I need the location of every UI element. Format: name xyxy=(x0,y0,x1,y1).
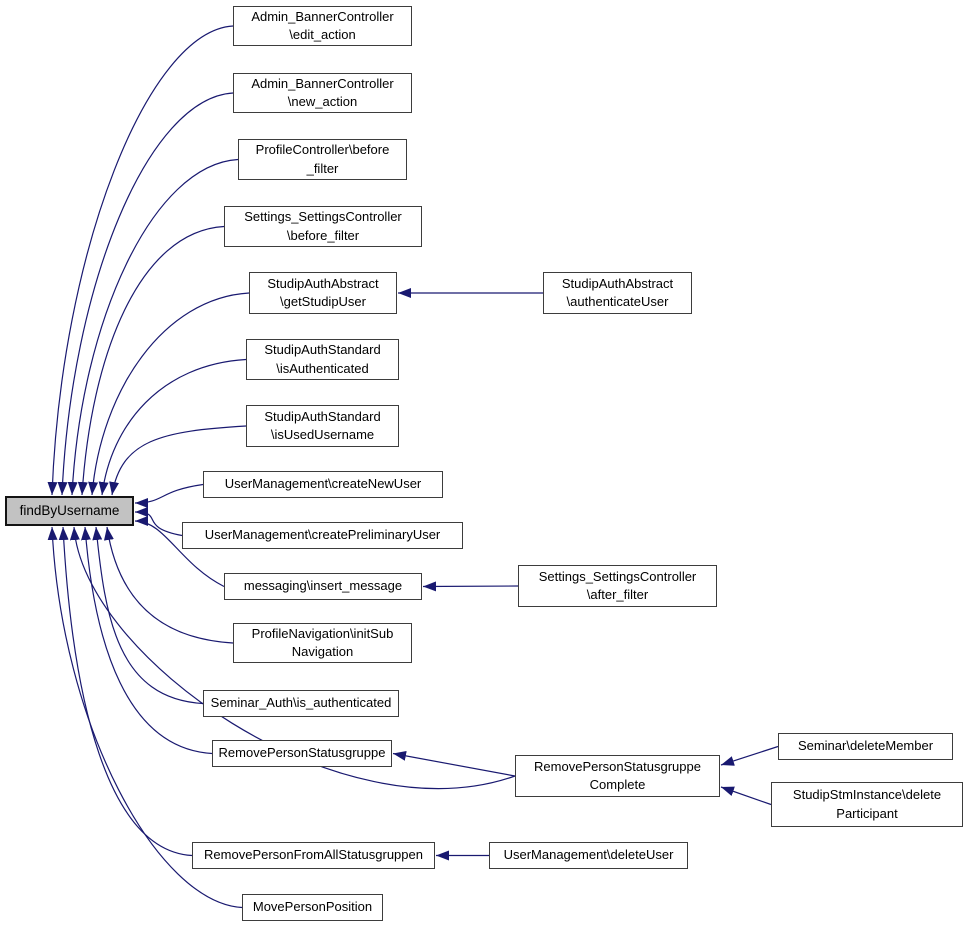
graph-node-removepersonstatusgruppe[interactable] xyxy=(212,740,392,767)
graph-node-authenticateuser[interactable] xyxy=(543,272,692,314)
graph-node-after-filter[interactable] xyxy=(518,565,717,607)
node-label-line: \edit_action xyxy=(289,27,356,42)
node-label-line: \isAuthenticated xyxy=(276,360,369,376)
node-label-line: RemovePersonStatusgruppe xyxy=(218,745,386,761)
graph-node-initsubnavigation[interactable] xyxy=(233,623,412,663)
node-label-line: \after_filter xyxy=(586,587,649,602)
node-label-line: \getStudipUser xyxy=(280,294,366,309)
node-label-line: RemovePersonFromAllStatusgruppen xyxy=(204,847,423,863)
graph-node-findbyusername[interactable] xyxy=(5,496,134,526)
node-label-line: RemovePersonStatusgruppe xyxy=(534,758,701,774)
node-label-line: \new_action xyxy=(287,94,358,109)
graph-node-createpreliminaryuser[interactable] xyxy=(182,522,463,549)
node-label-line: UserManagement\createNewUser xyxy=(224,476,422,492)
graph-node-seminar-auth-is-authenticated[interactable] xyxy=(203,690,399,717)
graph-node-isauthenticated[interactable] xyxy=(246,339,399,380)
node-label-line: StudipAuthStandard xyxy=(264,342,381,358)
node-label-line: Participant xyxy=(836,805,898,821)
node-label-line: UserManagement\deleteUser xyxy=(503,847,674,863)
graph-node-isusedusername[interactable] xyxy=(246,405,399,447)
node-label-line: StudipAuthAbstract xyxy=(561,275,674,291)
node-label-line: _filter xyxy=(306,160,339,176)
node-label-line: findByUsername xyxy=(19,503,120,519)
node-label-line: Seminar_Auth\is_authenticated xyxy=(210,695,392,711)
graph-node-insert-message[interactable] xyxy=(224,573,422,600)
graph-node-getstudipuser[interactable] xyxy=(249,272,397,314)
graph-node-deleteparticipant[interactable] xyxy=(771,782,963,827)
graph-node-deleteuser[interactable] xyxy=(489,842,688,869)
node-label-line: Admin_BannerController xyxy=(251,75,394,91)
node-label-line: UserManagement\createPreliminaryUser xyxy=(204,527,441,543)
node-label-line: \isUsedUsername xyxy=(270,427,375,442)
node-label-line: \before_filter xyxy=(286,227,360,243)
node-label-line: StudipAuthAbstract xyxy=(267,275,379,291)
graph-node-removepersonstatusgruppe-complete[interactable] xyxy=(515,755,720,797)
graph-node-deletemember[interactable] xyxy=(778,733,953,760)
node-label-line: Complete xyxy=(589,777,646,792)
node-label-line: Navigation xyxy=(291,644,354,659)
graph-node-movepersonposition[interactable] xyxy=(242,894,383,921)
node-label-line: ProfileController\before xyxy=(255,142,390,158)
node-label-line: Settings_SettingsController xyxy=(538,568,697,584)
node-label-line: StudipAuthStandard xyxy=(264,408,381,424)
node-label-line: StudipStmInstance\delete xyxy=(792,787,942,803)
node-label-line: ProfileNavigation\initSub xyxy=(251,625,394,641)
node-label-line: messaging\insert_message xyxy=(243,578,403,594)
graph-node-removepersonfromallstatusgruppen[interactable] xyxy=(192,842,435,869)
node-label-line: \authenticateUser xyxy=(566,294,669,309)
node-label-line: Seminar\deleteMember xyxy=(797,738,934,754)
graph-node-admin-banner-new-action[interactable] xyxy=(233,73,412,113)
node-label-line: Admin_BannerController xyxy=(251,8,394,24)
graph-node-profile-before-filter[interactable] xyxy=(238,139,407,180)
graph-node-settings-before-filter[interactable] xyxy=(224,206,422,247)
graph-node-createnewuser[interactable] xyxy=(203,471,443,498)
node-label-line: Settings_SettingsController xyxy=(244,209,402,225)
node-label-line: MovePersonPosition xyxy=(252,899,373,915)
graph-node-admin-banner-edit-action[interactable] xyxy=(233,6,412,46)
